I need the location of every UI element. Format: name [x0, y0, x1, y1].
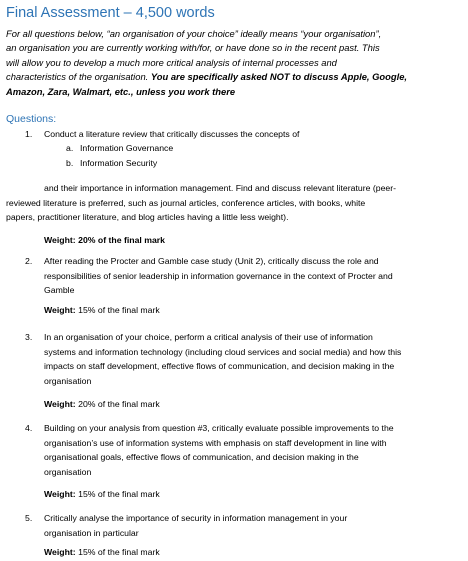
subitem-text: Information Security — [80, 158, 158, 168]
question-weight — [44, 545, 160, 560]
question-line: Conduct a literature review that critically discusses the concepts of — [44, 129, 300, 139]
intro-emphasis: You are specifically asked NOT to discuss Apple, Google, — [150, 71, 408, 83]
subitem-letter: a. — [66, 143, 74, 153]
intro-paragraph — [6, 27, 464, 99]
weight-value: 15% of the final mark — [78, 547, 160, 557]
intro-line: will allow you to develop a much more critical analysis of internal processes and — [6, 56, 337, 68]
question-number: 2. — [25, 256, 33, 266]
question-number: 1. — [25, 129, 33, 139]
page-title: Final Assessment – 4,500 words — [6, 5, 215, 21]
continuation-line: and their importance in information management. Find and discuss relevant literature (peer- — [44, 183, 397, 193]
intro-text: characteristics of the organisation. — [6, 71, 149, 83]
question-line: In an organisation of your choice, perform a critical analysis of their use of information — [44, 332, 373, 342]
question-line: organisation — [44, 466, 92, 477]
question-number: 4. — [25, 423, 33, 433]
question-number: 5. — [25, 513, 33, 523]
question-text — [44, 511, 462, 540]
question-weight — [44, 397, 160, 412]
question-line: systems and information technology (including cloud services and social media) and how this — [44, 346, 402, 357]
question-line: organisation’s use of information systems with emphasis on staff development in line with — [44, 437, 387, 448]
weight-label: Weight: — [44, 489, 76, 499]
weight-label: Weight: — [44, 235, 76, 245]
weight-label: Weight: — [44, 305, 76, 315]
question-line: impacts on staff development, effective flows of communication, and decision making in the — [44, 361, 395, 372]
subitem-text: Information Governance — [80, 143, 174, 153]
question-text — [44, 127, 462, 142]
subitem-letter: b. — [66, 158, 74, 168]
question-weight — [44, 487, 160, 502]
question-text — [44, 421, 462, 479]
weight-value: 15% of the final mark — [78, 489, 160, 499]
question-line: organisational goals, effective flows of communication, and decision making in the — [44, 452, 359, 463]
question-line: Critically analyse the importance of security in information management in your — [44, 513, 348, 523]
question-number: 3. — [25, 332, 33, 342]
intro-line — [6, 85, 464, 99]
question-text — [44, 330, 462, 388]
intro-emphasis-continued: Amazon, Zara, Walmart, etc., unless you work there — [6, 85, 236, 97]
continuation-line: papers, practitioner literature, and blog articles having a little less weight). — [6, 212, 289, 223]
intro-line: For all questions below, “an organisation of your choice” ideally means “your organisation”, — [6, 28, 382, 39]
question-continuation — [6, 181, 466, 225]
question-line: responsibilities of senior leadership in information governance in the context of Procter and — [44, 270, 393, 281]
question-line: Building on your analysis from question #3, critically evaluate possible improvements to the — [44, 423, 394, 433]
question-line: organisation — [44, 375, 92, 386]
weight-label: Weight: — [44, 399, 76, 409]
questions-heading: Questions: — [6, 113, 57, 125]
weight-value: 20% of the final mark — [78, 399, 160, 409]
question-weight — [44, 233, 165, 248]
weight-label: Weight: — [44, 547, 76, 557]
weight-value: 15% of the final mark — [78, 305, 160, 315]
continuation-line: reviewed literature is preferred, such as journal articles, conference articles, with books, white — [6, 197, 366, 208]
question-weight — [44, 303, 160, 318]
question-line: organisation in particular — [44, 527, 139, 538]
question-line: After reading the Procter and Gamble case study (Unit 2), critically discuss the role and — [44, 256, 379, 266]
question-line: Gamble — [44, 285, 75, 296]
weight-value: 20% of the final mark — [78, 235, 166, 245]
intro-line — [6, 70, 464, 84]
intro-line: an organisation you are currently working with/for, or have done so in the recent past. This — [6, 42, 380, 54]
question-text — [44, 254, 462, 298]
